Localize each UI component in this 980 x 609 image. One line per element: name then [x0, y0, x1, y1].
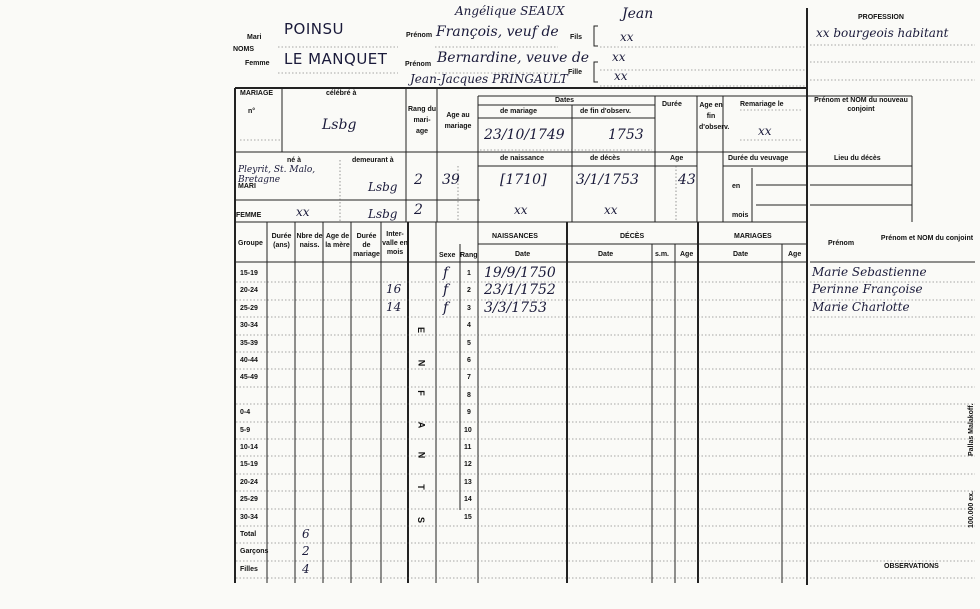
mari-row-label: MARI [238, 183, 256, 190]
group-label: 5-9 [240, 426, 251, 434]
enfants-letter: E [416, 326, 427, 334]
age-deces-label: Age [670, 155, 684, 162]
noms-label: NOMS [233, 46, 254, 53]
rang-label: Rang du mari-age [408, 106, 436, 135]
total-value: 4 [302, 561, 310, 576]
celebre-value: Lsbg [322, 117, 357, 133]
mari-prenom: François, veuf de [436, 24, 559, 40]
enfants-letter: S [416, 516, 427, 524]
age-mariage-label: Age au mariage [444, 112, 472, 130]
group-label: 30-34 [240, 322, 258, 330]
rang-number: 11 [464, 444, 472, 451]
mari-rang-value: 2 [414, 172, 423, 188]
rang-number: 6 [467, 357, 471, 364]
nbre-naiss-header: Nbre de naiss. [296, 233, 323, 249]
mois-label: mois [732, 212, 749, 219]
total-value: 2 [302, 544, 310, 559]
child-prenom: Perinne Françoise [812, 282, 923, 297]
print-count-mark: 100.000 ex. [968, 491, 975, 528]
date-fin-label: de fin d'observ. [580, 108, 631, 115]
group-label: 25-29 [240, 496, 258, 504]
mari-label: Mari [247, 34, 262, 41]
mari-ne-a-value: Pleyrit, St. Malo, Bretagne [238, 165, 316, 185]
nouveau-conjoint-label: Prénom et NOM du nouveau conjoint [814, 97, 908, 113]
child-prenom: Marie Charlotte [812, 299, 910, 314]
duree-ans-header: Durée (ans) [271, 233, 292, 249]
femme-row-label: FEMME [236, 212, 262, 219]
lieu-deces-label: Lieu du décès [834, 155, 881, 162]
rang-number: 13 [464, 478, 472, 486]
enfants-letter: A [416, 421, 427, 429]
mari-age-deces-value: 43 [678, 172, 696, 188]
fils-prenom: Jean [622, 6, 654, 22]
ne-a-label: né à [287, 157, 302, 164]
deces-age-header: Age [680, 251, 694, 258]
celebre-label: célébré à [326, 90, 357, 97]
rang-number: 3 [467, 304, 471, 312]
fils-label: Fils [570, 34, 583, 41]
date-fin-value: 1753 [608, 127, 644, 143]
rang-header: Rang [460, 252, 478, 259]
child-sexe: f [443, 282, 449, 299]
group-label: 15-19 [240, 270, 258, 277]
mariages-header: MARIAGES [734, 233, 772, 240]
rang-number: 9 [467, 409, 471, 417]
enfants-letter: T [415, 484, 426, 490]
date-mariage-label: de mariage [500, 108, 537, 115]
enfants-letter: N [416, 359, 427, 367]
group-label: 10-14 [240, 444, 258, 451]
enfants-letter: N [416, 451, 427, 459]
rang-number: 5 [467, 339, 471, 347]
profession-value: xx bourgeois habitant [816, 26, 949, 40]
rang-number: 2 [467, 287, 471, 295]
remariage-value: xx [758, 124, 772, 138]
fils-x2: xx [612, 50, 626, 64]
rang-number: 15 [464, 513, 472, 521]
fils-x1: xx [620, 30, 634, 44]
femme-nom: LE MANQUET [284, 50, 388, 68]
numero-label: n° [248, 108, 256, 115]
date-deces-label: de décès [590, 155, 620, 162]
age-fin-label: Age en fin d'observ. [699, 102, 730, 131]
child-birth-date: 3/3/1753 [484, 299, 547, 316]
remariage-label: Remariage le [740, 101, 784, 108]
child-interval: 14 [386, 299, 402, 314]
age-mere-header: Age de la mère [325, 233, 350, 249]
date-naissance-label: de naissance [500, 155, 544, 162]
group-label: 25-29 [240, 304, 258, 312]
observations-header: OBSERVATIONS [884, 563, 939, 570]
rang-number: 1 [467, 270, 471, 277]
femme-prenom: Bernardine, veuve de [437, 50, 590, 66]
fille-x: xx [614, 69, 628, 83]
group-label: Total [240, 531, 257, 538]
child-prenom: Marie Sebastienne [812, 265, 927, 279]
demeurant-label: demeurant à [352, 157, 394, 164]
mari-nom: POINSU [284, 20, 344, 38]
mari-deces-value: 3/1/1753 [576, 172, 639, 188]
duree-mariage-header: Durée de mariage [353, 233, 380, 258]
femme-rang-value: 2 [414, 202, 423, 218]
femme-label: Femme [245, 60, 270, 67]
group-label: Filles [240, 565, 258, 573]
prior-spouse-wife: Jean-Jacques PRINGAULT [410, 72, 568, 86]
mari-demeurant-value: Lsbg [368, 180, 398, 194]
group-label: 0-4 [240, 409, 251, 417]
group-label: 20-24 [240, 478, 258, 486]
mari-naissance-value: [1710] [500, 172, 547, 188]
child-interval: 16 [386, 282, 402, 297]
rang-number: 7 [467, 374, 471, 382]
intervalle-header: Inter-valle en mois [382, 231, 408, 256]
conjoint-header: Prénom et NOM du conjoint [880, 235, 974, 242]
duree-label: Durée [662, 101, 682, 108]
enfants-letter: F [415, 390, 426, 396]
naissances-header: NAISSANCES [492, 233, 538, 240]
femme-demeurant-value: Lsbg [368, 207, 398, 221]
femme-naissance-value: xx [514, 203, 528, 217]
group-label: 40-44 [240, 357, 258, 364]
child-birth-date: 19/9/1750 [484, 265, 556, 281]
deces-date-header: Date [598, 251, 614, 258]
total-value: 6 [302, 527, 310, 541]
date-mariage-value: 23/10/1749 [484, 127, 565, 143]
sexe-header: Sexe [439, 252, 456, 259]
child-sexe: f [443, 299, 449, 316]
prior-spouse-husband: Angélique SEAUX [455, 4, 565, 18]
duree-veuvage-label: Durée du veuvage [728, 155, 789, 162]
femme-deces-value: xx [604, 203, 618, 217]
femme-prenom-label: Prénom [405, 61, 432, 68]
group-label: 30-34 [240, 513, 258, 521]
rang-number: 4 [467, 322, 471, 330]
mariage-date-header: Date [733, 251, 749, 258]
publisher-mark: Pallas Malakoff. [968, 403, 975, 456]
rang-number: 14 [464, 496, 472, 504]
child-sexe: f [443, 265, 449, 281]
rang-number: 8 [467, 391, 471, 399]
mariage-label: MARIAGE [240, 90, 274, 97]
group-label: 35-39 [240, 339, 258, 347]
group-label: Garçons [240, 548, 269, 556]
deces-header: DÉCÈS [620, 233, 645, 240]
profession-label: PROFESSION [858, 14, 904, 21]
prenom-header: Prénom [828, 240, 855, 247]
mari-age-value: 39 [442, 172, 460, 188]
group-label: 15-19 [240, 461, 258, 469]
dates-label: Dates [555, 97, 575, 104]
fille-label: Fille [568, 69, 583, 76]
femme-ne-a-value: xx [296, 205, 310, 219]
mari-prenom-label: Prénom [406, 32, 433, 39]
sm-header: s.m. [655, 251, 670, 258]
naissance-date-header: Date [515, 251, 531, 258]
groupe-header: Groupe [238, 240, 263, 247]
mariage-age-header: Age [788, 251, 802, 258]
group-label: 45-49 [240, 374, 258, 382]
child-birth-date: 23/1/1752 [484, 282, 556, 299]
rang-number: 10 [464, 426, 472, 434]
en-label: en [732, 183, 741, 190]
rang-number: 12 [464, 461, 472, 469]
group-label: 20-24 [240, 287, 258, 295]
